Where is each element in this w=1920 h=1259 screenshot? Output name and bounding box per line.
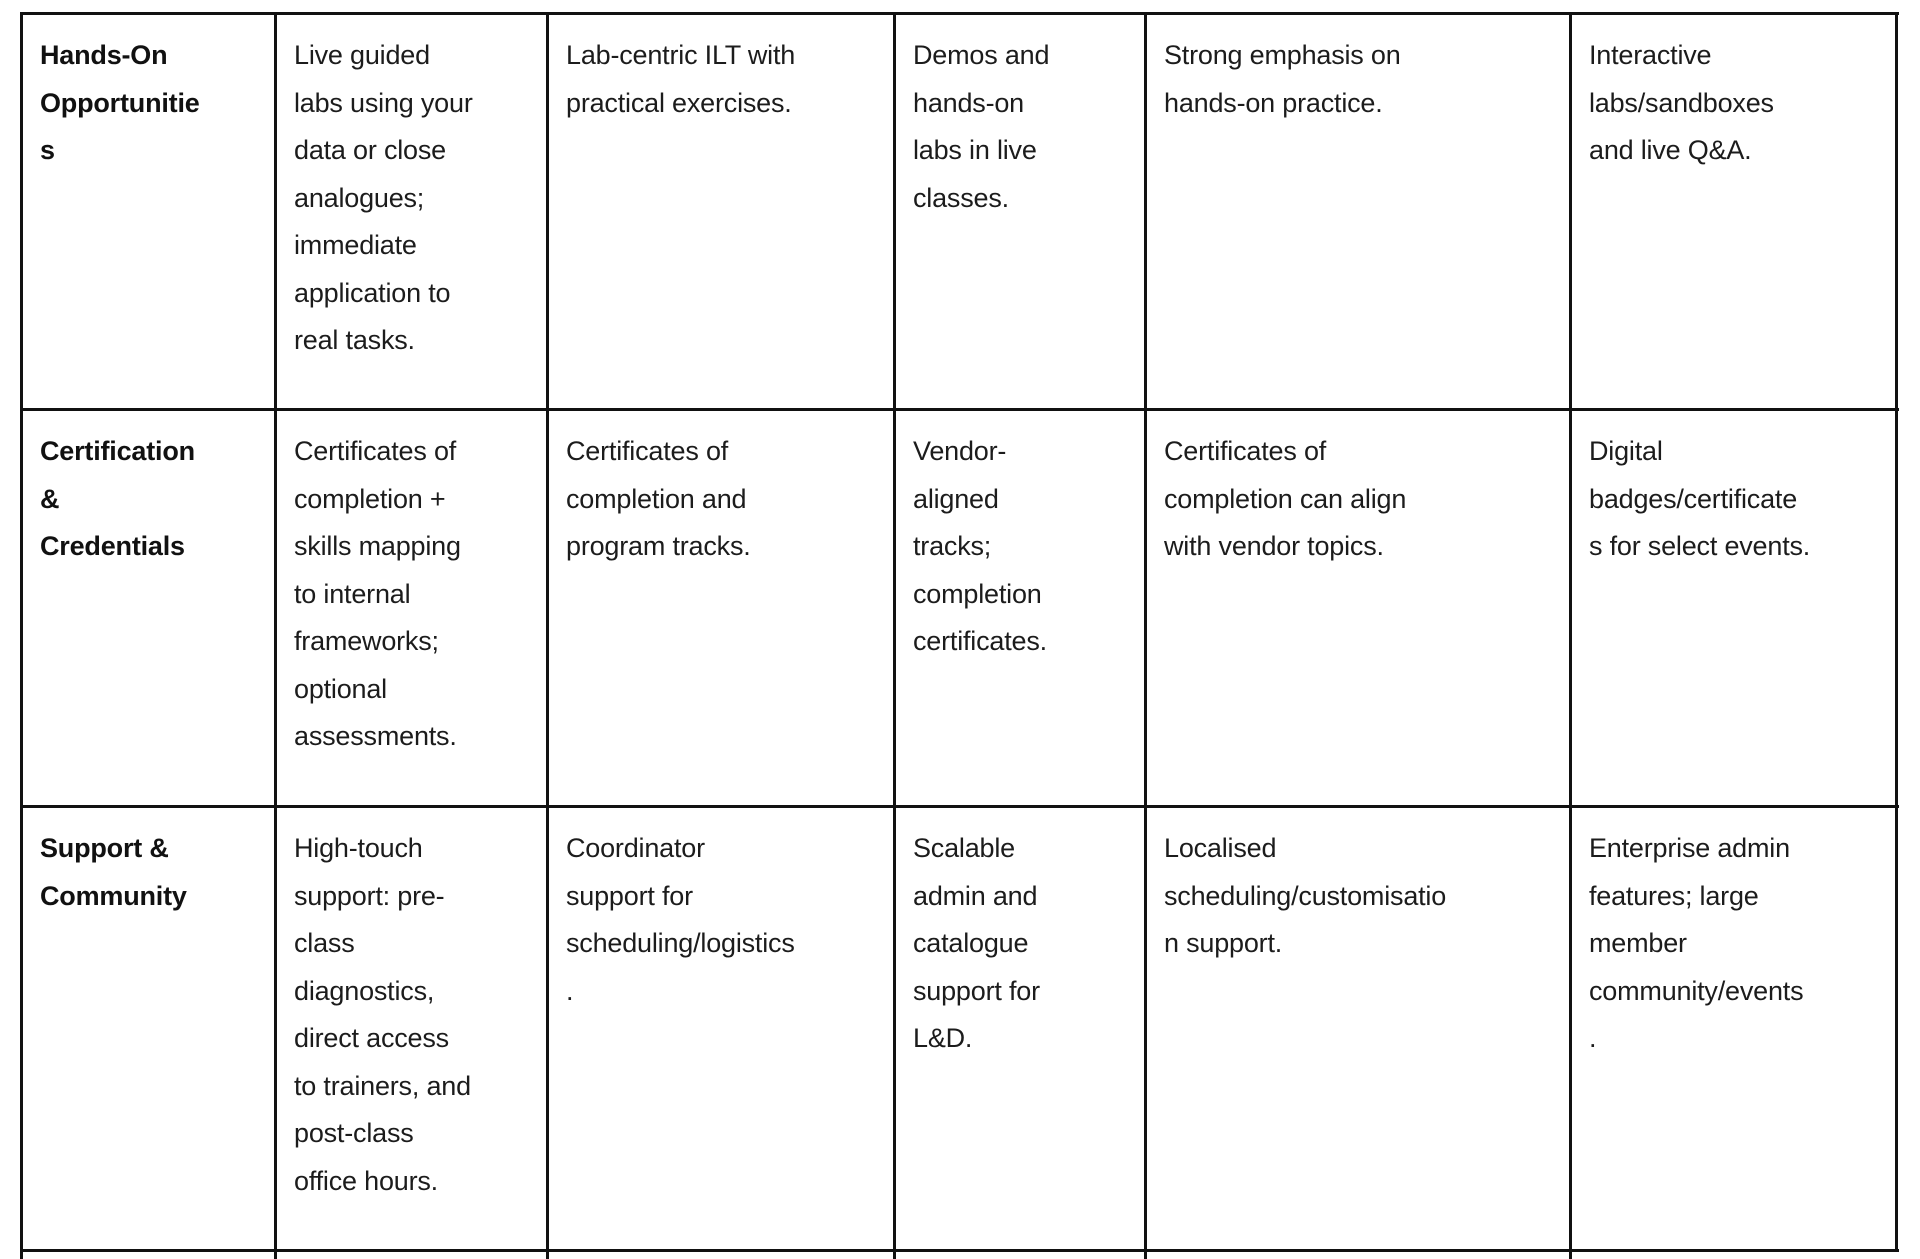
cell-line: . <box>1589 1023 1597 1053</box>
cell-line: hands-on <box>913 87 1024 118</box>
cell-line: completion <box>913 578 1042 609</box>
cell-line: classes. <box>913 182 1009 213</box>
cell-line: Digital <box>1589 436 1663 466</box>
cell-line: program tracks. <box>566 531 751 561</box>
cell-line: to internal <box>294 578 411 609</box>
cell-line: office hours. <box>294 1165 438 1196</box>
cell-line: member <box>1589 928 1687 958</box>
cell-line: labs using your <box>294 87 473 118</box>
cell-line: Demos and <box>913 40 1050 70</box>
table-cell <box>1147 411 1569 805</box>
cell-line: Vendor- <box>913 436 1007 466</box>
cell-line: assessments. <box>294 721 457 751</box>
cell-line: post-class <box>294 1118 414 1148</box>
cell-line: Strong emphasis on <box>1164 40 1401 70</box>
cell-line: diagnostics, <box>294 975 435 1006</box>
cell-line: community/events <box>1589 975 1804 1006</box>
table-cell <box>549 411 893 805</box>
cell-line: with vendor topics. <box>1164 531 1384 561</box>
cell-line: support for <box>913 975 1040 1006</box>
cell-line: Certificates of <box>1164 436 1327 466</box>
table-cell <box>896 15 1144 408</box>
cell-line: features; large <box>1589 880 1759 911</box>
row-label-certification <box>23 411 274 805</box>
table-cell <box>549 808 893 1249</box>
table-cell <box>277 15 546 408</box>
cell-line: real tasks. <box>294 325 415 355</box>
cell-line: frameworks; <box>294 626 439 656</box>
cell-line: support: pre- <box>294 880 445 911</box>
cell-line: Scalable <box>913 833 1015 863</box>
cell-line: completion and <box>566 483 747 514</box>
cell-line: Opportunitie <box>40 87 200 118</box>
cell-line: Support & <box>40 833 169 863</box>
cell-line: immediate <box>294 230 417 260</box>
table-cell <box>896 411 1144 805</box>
table-cell <box>1147 808 1569 1249</box>
table-cell <box>1572 411 1895 805</box>
cell-line: direct access <box>294 1023 449 1053</box>
cell-line: Coordinator <box>566 833 705 863</box>
cell-line: skills mapping <box>294 531 461 561</box>
cell-line: optional <box>294 673 387 704</box>
cell-line: Interactive <box>1589 40 1712 70</box>
cell-line: labs in live <box>913 135 1037 165</box>
cell-line: Certificates of <box>566 436 729 466</box>
cell-line: analogues; <box>294 182 425 213</box>
cell-line: Community <box>40 880 187 911</box>
cell-line: L&D. <box>913 1023 973 1053</box>
cell-line: scheduling/logistics <box>566 928 795 958</box>
cell-line: to trainers, and <box>294 1070 471 1101</box>
row-label-support <box>23 808 274 1249</box>
table-cell <box>277 411 546 805</box>
table-cell <box>277 808 546 1249</box>
cell-line: labs/sandboxes <box>1589 87 1774 118</box>
cell-line: application to <box>294 277 451 308</box>
table-cell <box>549 15 893 408</box>
cell-line: Live guided <box>294 40 430 70</box>
row-divider-3 <box>20 1249 1899 1252</box>
cell-line: Credentials <box>40 531 185 561</box>
cell-line: aligned <box>913 483 999 514</box>
cell-line: & <box>40 483 60 514</box>
row-label-hands-on <box>23 15 274 408</box>
cell-line: Lab-centric ILT with <box>566 40 796 70</box>
cell-line: Certificates of <box>294 436 457 466</box>
cell-line: class <box>294 928 355 958</box>
table-cell <box>1147 15 1569 408</box>
cell-line: . <box>566 975 574 1006</box>
table-cell <box>896 808 1144 1249</box>
cell-line: High-touch <box>294 833 423 863</box>
cell-line: n support. <box>1164 928 1283 958</box>
cell-line: hands-on practice. <box>1164 87 1383 118</box>
cell-line: admin and <box>913 880 1038 911</box>
cell-line: Certification <box>40 436 195 466</box>
cell-line: certificates. <box>913 626 1047 656</box>
cell-line: Localised <box>1164 833 1277 863</box>
cell-line: catalogue <box>913 928 1029 958</box>
cell-line: scheduling/customisatio <box>1164 880 1447 911</box>
cell-line: badges/certificate <box>1589 483 1798 514</box>
cell-line: tracks; <box>913 531 992 561</box>
cell-line: support for <box>566 880 693 911</box>
cell-line: s for select events. <box>1589 531 1811 561</box>
table-cell <box>1572 808 1895 1249</box>
table-border-right <box>1895 12 1898 1252</box>
table-cell <box>1572 15 1895 408</box>
cell-line: data or close <box>294 135 446 165</box>
cell-line: and live Q&A. <box>1589 135 1752 165</box>
cell-line: Enterprise admin <box>1589 833 1790 863</box>
cell-line: completion + <box>294 483 446 514</box>
cell-line: Hands-On <box>40 40 168 70</box>
cell-line: completion can align <box>1164 483 1407 514</box>
cell-line: practical exercises. <box>566 87 792 118</box>
cell-line: s <box>40 135 55 165</box>
